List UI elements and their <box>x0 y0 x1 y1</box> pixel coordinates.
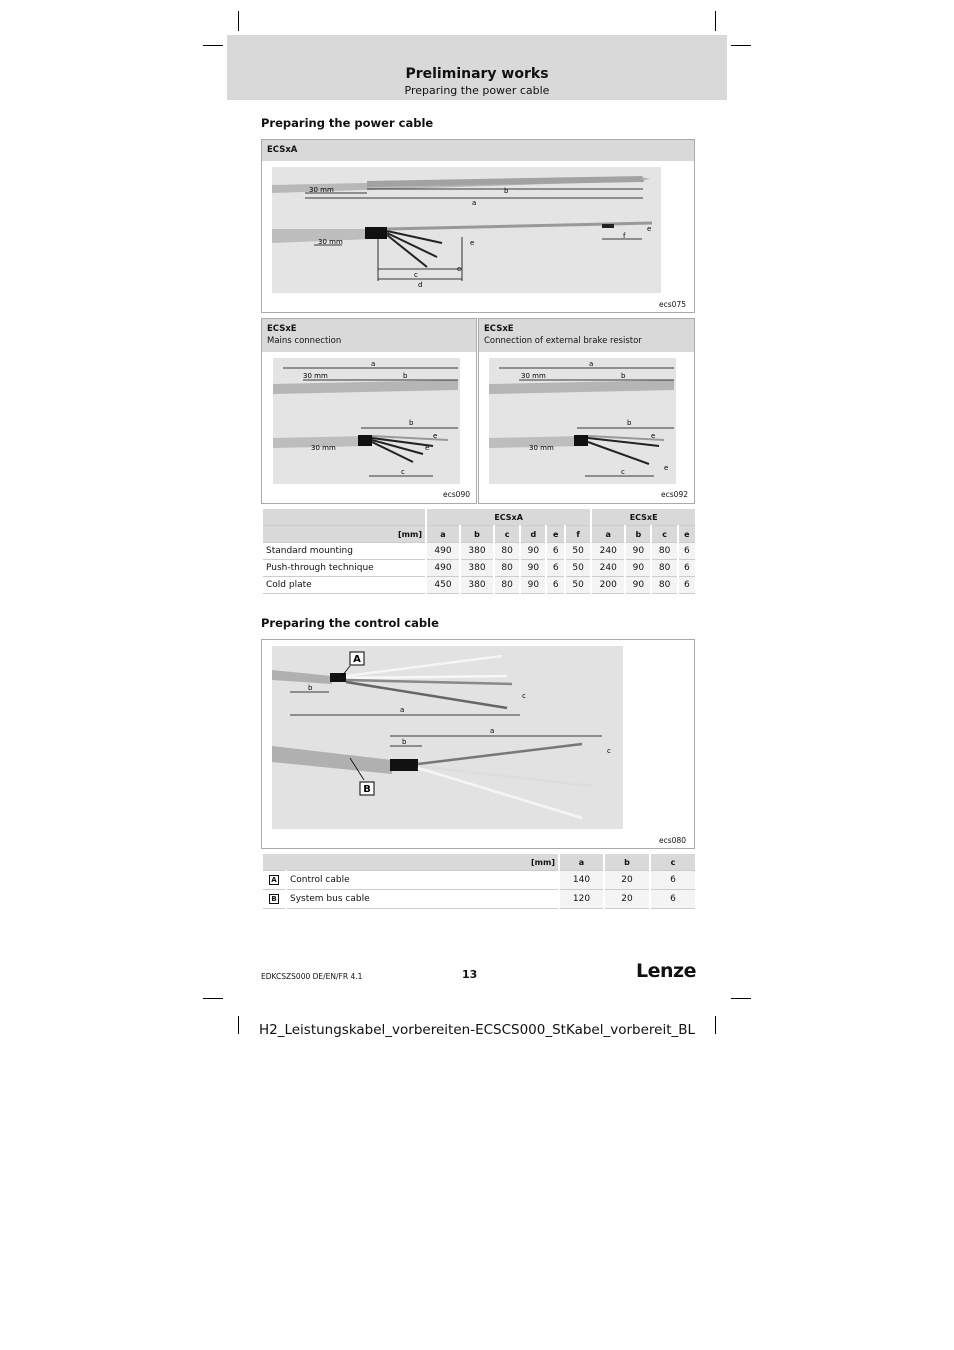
row-marker: A <box>269 875 279 885</box>
cable-photo-ecsxa <box>272 167 661 293</box>
table-unit: [mm] <box>262 854 559 871</box>
cell: 50 <box>565 577 591 594</box>
table-row <box>262 577 695 594</box>
dim-label: c <box>621 468 625 476</box>
dim-label: a <box>371 360 376 368</box>
cell: 6 <box>650 871 695 890</box>
brand-logo: Lenze <box>636 960 696 982</box>
dim-label: b <box>403 372 408 380</box>
dim-label: a <box>400 706 405 714</box>
cell: 380 <box>460 560 494 577</box>
dim-label: b <box>621 372 626 380</box>
dim-label: e <box>470 239 475 247</box>
crop-mark <box>731 45 751 46</box>
col-header: c <box>650 854 695 871</box>
col-header: f <box>565 526 591 543</box>
row-label: Cold plate <box>262 577 426 594</box>
dim-label: b <box>409 419 414 427</box>
section-heading-control: Preparing the control cable <box>261 616 439 630</box>
crop-mark <box>715 11 716 31</box>
cell: 6 <box>546 560 565 577</box>
cell: 6 <box>678 577 695 594</box>
cell: 80 <box>494 543 520 560</box>
figure-label: ECSxA <box>262 140 694 161</box>
figure-sublabel: Mains connection <box>267 336 342 346</box>
table-row <box>262 890 695 909</box>
figure-control-cable <box>261 639 695 849</box>
cell: 90 <box>520 577 546 594</box>
cell: 380 <box>460 577 494 594</box>
figure-label: ECSxE <box>484 324 514 334</box>
page-subtitle: Preparing the power cable <box>404 84 550 97</box>
dim-label: b <box>627 419 632 427</box>
dim-label: c <box>414 271 418 279</box>
dim-label: e <box>457 265 462 273</box>
col-header: c <box>494 526 520 543</box>
file-label: H2_Leistungskabel_vorbereiten-ECSCS000_StKabel_vorbereit_BL <box>258 1022 696 1038</box>
cell: 90 <box>520 543 546 560</box>
figure-label: ECSxE <box>267 324 297 334</box>
table-row <box>262 543 695 560</box>
table-group-header: ECSxA <box>426 509 591 526</box>
cell: 200 <box>591 577 625 594</box>
col-header: a <box>426 526 460 543</box>
dim-label: d <box>418 281 423 289</box>
cell: 490 <box>426 543 460 560</box>
power-dimensions-table <box>261 509 695 594</box>
figure-code: ecs092 <box>661 490 688 499</box>
dim-label: c <box>607 747 611 755</box>
dim-label: 30 mm <box>521 372 546 380</box>
cell: 80 <box>651 577 677 594</box>
cable-photo-ecsxe-brake <box>489 358 676 484</box>
cell: 120 <box>559 890 604 909</box>
cell: 20 <box>604 890 650 909</box>
control-dimensions-table <box>261 854 695 909</box>
figure-ecsxe-mains <box>261 318 477 504</box>
cell: 6 <box>678 543 695 560</box>
row-label: System bus cable <box>286 890 559 909</box>
table-unit: [mm] <box>262 526 426 543</box>
marker-a: A <box>353 654 361 665</box>
cell: 490 <box>426 560 460 577</box>
row-label: Control cable <box>286 871 559 890</box>
cell: 6 <box>546 543 565 560</box>
crop-mark <box>203 998 223 999</box>
page-number: 13 <box>462 968 478 981</box>
col-header: b <box>604 854 650 871</box>
cell: 50 <box>565 543 591 560</box>
cable-photo-ecsxe-mains <box>273 358 460 484</box>
dim-label: e <box>664 464 669 472</box>
col-header: b <box>460 526 494 543</box>
page-title: Preliminary works <box>405 66 549 82</box>
cell: 90 <box>625 560 651 577</box>
row-label: Standard mounting <box>262 543 426 560</box>
dim-label: 30 mm <box>311 444 336 452</box>
figure-ecsxa <box>261 139 695 313</box>
crop-mark <box>731 998 751 999</box>
col-header: b <box>625 526 651 543</box>
cell: 80 <box>651 560 677 577</box>
dim-label: f <box>623 232 626 240</box>
cell: 240 <box>591 543 625 560</box>
cell: 20 <box>604 871 650 890</box>
cable-photo-control <box>272 646 623 829</box>
cell: 380 <box>460 543 494 560</box>
page-header <box>227 35 727 100</box>
dim-label: b <box>402 738 407 746</box>
col-header: c <box>651 526 677 543</box>
dim-label: a <box>589 360 594 368</box>
crop-mark <box>238 11 239 31</box>
figure-code: ecs090 <box>443 490 470 499</box>
row-label: Push-through technique <box>262 560 426 577</box>
marker-b: B <box>363 784 371 795</box>
dim-label: a <box>472 199 477 207</box>
cell: 50 <box>565 560 591 577</box>
cell: 6 <box>650 890 695 909</box>
table-group-header: ECSxE <box>591 509 695 526</box>
cell: 80 <box>651 543 677 560</box>
cell: 90 <box>625 577 651 594</box>
crop-mark <box>203 45 223 46</box>
cell: 240 <box>591 560 625 577</box>
dim-label: b <box>504 187 509 195</box>
figure-sublabel: Connection of external brake resistor <box>484 336 642 346</box>
cell: 6 <box>678 560 695 577</box>
col-header: a <box>591 526 625 543</box>
dim-label: c <box>401 468 405 476</box>
col-header: a <box>559 854 604 871</box>
cell: 80 <box>494 560 520 577</box>
figure-code: ecs080 <box>659 836 686 845</box>
figure-code: ecs075 <box>659 300 686 309</box>
cell: 450 <box>426 577 460 594</box>
dim-label: 30 mm <box>309 186 334 194</box>
cell: 6 <box>546 577 565 594</box>
cell: 90 <box>520 560 546 577</box>
col-header: e <box>546 526 565 543</box>
table-row <box>262 560 695 577</box>
figure-ecsxe-brake <box>478 318 695 504</box>
cell: 90 <box>625 543 651 560</box>
col-header: d <box>520 526 546 543</box>
dim-label: e <box>433 432 438 440</box>
dim-label: a <box>490 727 495 735</box>
table-row <box>262 871 695 890</box>
cell: 80 <box>494 577 520 594</box>
dim-label: e <box>647 225 652 233</box>
dim-label: 30 mm <box>318 238 343 246</box>
dim-label: e <box>425 444 430 452</box>
col-header: e <box>678 526 695 543</box>
row-marker: B <box>269 894 279 904</box>
dim-label: c <box>522 692 526 700</box>
dim-label: b <box>308 684 313 692</box>
section-heading-power: Preparing the power cable <box>261 116 434 130</box>
doc-id: EDKCSZS000 DE/EN/FR 4.1 <box>261 972 363 981</box>
dim-label: 30 mm <box>529 444 554 452</box>
dim-label: 30 mm <box>303 372 328 380</box>
dim-label: e <box>651 432 656 440</box>
cell: 140 <box>559 871 604 890</box>
